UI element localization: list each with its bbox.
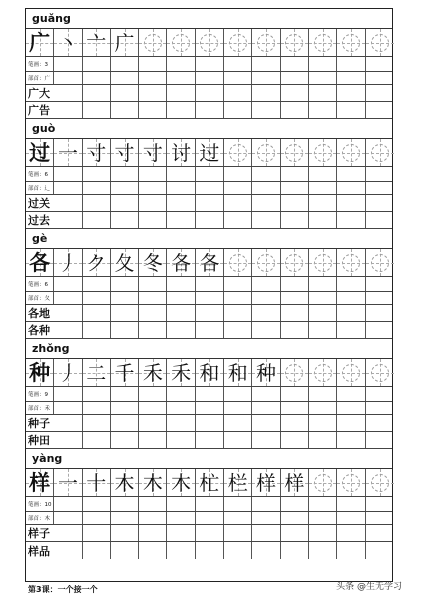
word: 过关 [26,195,83,211]
stroke-row [26,139,392,167]
word: 种田 [26,432,83,448]
main-char-cell [26,29,54,56]
stroke-row [26,359,392,387]
main-char-cell [26,469,54,496]
main-char: 样 [29,470,51,495]
stroke-step: 丶 [57,30,78,55]
main-char: 各 [29,250,51,275]
stroke-step: 丿 [57,250,78,275]
char-block [26,339,392,449]
stroke-cell [139,139,167,166]
practice-cell[interactable] [337,359,365,386]
char-block [26,119,392,229]
stroke-step: 木 [114,470,135,495]
practice-cell[interactable] [252,29,280,56]
practice-cell[interactable] [337,29,365,56]
stroke-count: 笔画：10 [26,497,54,511]
word-row [26,525,392,542]
stroke-cell [83,139,111,166]
stroke-step: 过 [199,140,220,165]
pinyin: yàng [26,449,392,469]
meta-row [26,57,392,72]
radical: 部首：辶 [26,182,54,194]
stroke-cell [111,249,139,276]
stroke-cell [167,249,195,276]
stroke-cell [196,139,224,166]
stroke-step: 寸 [114,140,135,165]
stroke-cell [196,359,224,386]
word: 样子 [26,525,83,541]
stroke-cell [167,139,195,166]
practice-cell[interactable] [309,249,337,276]
practice-cell[interactable] [309,29,337,56]
stroke-cell [281,469,309,496]
meta-row-2 [26,402,392,415]
practice-cell[interactable] [224,249,252,276]
stroke-cell [83,249,111,276]
lesson-footer: 第3课：一个接一个 [28,585,98,594]
stroke-row [26,29,392,57]
stroke-cell [54,139,82,166]
practice-cell[interactable] [337,249,365,276]
word-row [26,102,392,119]
stroke-cell [111,29,139,56]
stroke-step: 禾 [142,360,163,385]
stroke-step: 禾 [171,360,192,385]
word-row [26,322,392,339]
practice-cell[interactable] [167,29,195,56]
char-block [26,9,392,119]
stroke-cell [139,469,167,496]
stroke-cell [196,469,224,496]
main-char: 广 [29,30,51,55]
stroke-step: 样 [284,470,305,495]
stroke-cell [111,359,139,386]
stroke-cell [252,359,280,386]
meta-row-2 [26,512,392,525]
stroke-cell [167,469,195,496]
main-char: 种 [29,360,51,385]
radical: 部首：木 [26,512,54,524]
stroke-cell [54,359,82,386]
stroke-count: 笔画：6 [26,167,54,181]
stroke-cell [54,469,82,496]
practice-cell[interactable] [281,139,309,166]
meta-row [26,277,392,292]
practice-cell[interactable] [309,139,337,166]
word: 广告 [26,102,83,118]
pinyin: zhǒng [26,339,392,359]
stroke-step: 亠 [86,30,107,55]
stroke-row [26,249,392,277]
meta-row [26,167,392,182]
char-block [26,229,392,339]
word-row [26,415,392,432]
radical: 部首：广 [26,72,54,84]
pinyin: guǎng [26,9,392,29]
word: 种子 [26,415,83,431]
meta-row [26,387,392,402]
radical: 部首：禾 [26,402,54,414]
stroke-step: 十 [86,470,107,495]
stroke-cell [83,359,111,386]
stroke-step: 讨 [171,140,192,165]
stroke-row [26,469,392,497]
stroke-step: 冬 [142,250,163,275]
stroke-cell [83,29,111,56]
stroke-step: 丿 [57,360,78,385]
stroke-cell [252,469,280,496]
stroke-step: 一 [57,140,78,165]
practice-cell[interactable] [281,249,309,276]
practice-cell[interactable] [366,359,394,386]
practice-cell[interactable] [366,29,394,56]
stroke-step: 种 [256,360,277,385]
stroke-cell [167,359,195,386]
stroke-cell [54,249,82,276]
stroke-count: 笔画：9 [26,387,54,401]
word: 各种 [26,322,83,338]
word-row [26,212,392,229]
main-char-cell [26,139,54,166]
stroke-step: 杧 [199,470,220,495]
practice-cell[interactable] [252,139,280,166]
practice-cell[interactable] [337,139,365,166]
stroke-step: 和 [227,360,248,385]
stroke-cell [111,469,139,496]
stroke-step: 各 [199,250,220,275]
char-block [26,449,392,559]
practice-cell[interactable] [281,359,309,386]
stroke-cell [111,139,139,166]
stroke-step: 千 [114,360,135,385]
pinyin: gè [26,229,392,249]
main-char: 过 [29,140,51,165]
practice-cell[interactable] [139,29,167,56]
meta-row-2 [26,72,392,85]
practice-sheet [25,8,393,582]
main-char-cell [26,359,54,386]
stroke-step: 广 [114,30,135,55]
main-char-cell [26,249,54,276]
meta-row-2 [26,292,392,305]
stroke-cell [196,249,224,276]
word-row [26,195,392,212]
watermark: 头条 @生无学习 [336,582,402,592]
stroke-cell [139,359,167,386]
stroke-count: 笔画：6 [26,277,54,291]
practice-cell[interactable] [366,249,394,276]
meta-row [26,497,392,512]
word: 样品 [26,542,83,559]
stroke-step: 各 [171,250,192,275]
stroke-step: 二 [86,360,107,385]
practice-cell[interactable] [224,139,252,166]
practice-cell[interactable] [224,29,252,56]
stroke-step: 寸 [86,140,107,165]
practice-cell[interactable] [309,359,337,386]
stroke-step: 夂 [114,250,135,275]
stroke-step: 样 [256,470,277,495]
word-row [26,85,392,102]
stroke-cell [54,29,82,56]
stroke-count: 笔画：3 [26,57,54,71]
stroke-step: 栏 [227,470,248,495]
practice-cell[interactable] [366,469,394,496]
word: 各地 [26,305,83,321]
stroke-cell [224,359,252,386]
practice-cell[interactable] [366,139,394,166]
stroke-cell [139,249,167,276]
stroke-step: 和 [199,360,220,385]
stroke-step: 一 [57,470,78,495]
word-row [26,542,392,559]
stroke-step: 寸 [142,140,163,165]
radical: 部首：夂 [26,292,54,304]
word-row [26,305,392,322]
pinyin: guò [26,119,392,139]
word: 过去 [26,212,83,228]
stroke-cell [224,469,252,496]
stroke-cell [83,469,111,496]
practice-cell[interactable] [337,469,365,496]
stroke-step: 木 [142,470,163,495]
stroke-step: ク [86,250,107,275]
meta-row-2 [26,182,392,195]
word: 广大 [26,85,83,101]
practice-cell[interactable] [309,469,337,496]
practice-cell[interactable] [196,29,224,56]
practice-cell[interactable] [252,249,280,276]
stroke-step: 木 [171,470,192,495]
word-row [26,432,392,449]
practice-cell[interactable] [281,29,309,56]
